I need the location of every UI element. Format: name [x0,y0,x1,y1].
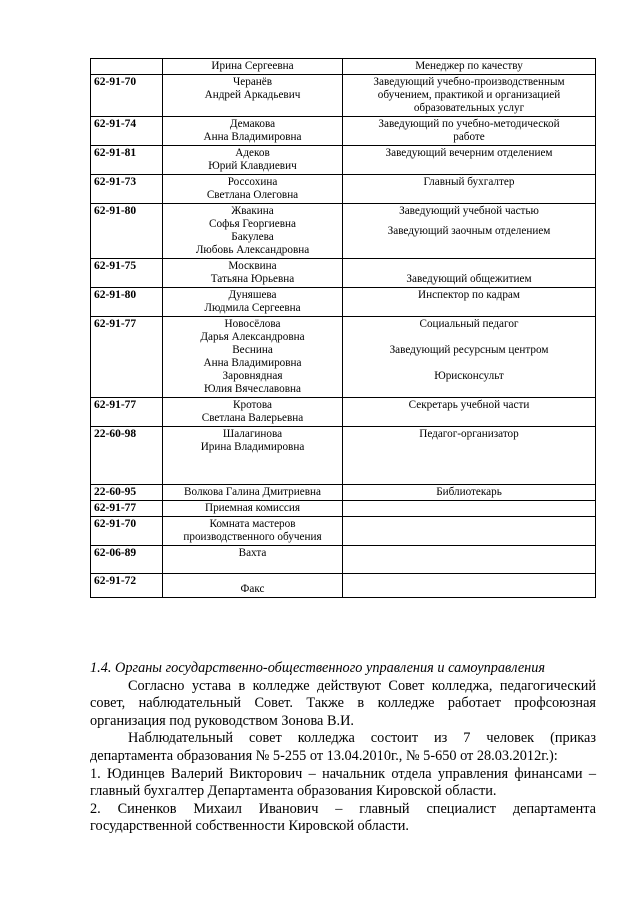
list-item: 1. Юдинцев Валерий Викторович – начальник отдела управления финансами – главный бухгалтер Департамента образования Кировской области. [90,765,596,800]
position-line: Инспектор по кадрам [418,289,520,301]
table-row [91,146,596,175]
position-cell [343,517,596,546]
name-cell [163,259,343,288]
position-cell [343,59,596,75]
name-line: Комната мастеров [209,518,296,530]
position-line: Заведующий учебно-производственным [373,76,565,88]
phone-cell: 22-60-95 [91,485,163,501]
name-line: Светлана Олеговна [206,189,299,201]
name-line: Факс [240,583,265,595]
position-line: Секретарь учебной части [408,399,530,411]
name-line: Новосёлова [224,318,281,330]
table-row [91,517,596,546]
phone-cell: 62-91-81 [91,146,163,175]
table-row [91,288,596,317]
name-line: Веснина [232,344,273,356]
name-line: Юлия Вячеславовна [204,383,301,395]
position-line: Социальный педагог [419,318,519,330]
name-line: Андрей Аркадьевич [204,89,301,101]
name-line: Анна Владимировна [203,131,302,143]
position-cell [343,485,596,501]
position-line: Заведующий ресурсным центром [389,344,549,356]
position-line: Заведующий заочным отделением [387,225,551,237]
name-cell [163,204,343,259]
name-cell [163,485,343,501]
name-line: Адеков [235,147,270,159]
position-cell [343,546,596,574]
name-line: Кротова [233,399,272,411]
position-line: образовательных услуг [413,102,525,114]
name-line: Любовь Александровна [195,244,310,256]
name-cell [163,398,343,427]
table-row [91,427,596,485]
name-line: Дуняшева [228,289,277,301]
position-line: Библиотекарь [436,486,502,498]
name-line: Заровнядная [222,370,283,382]
phone-cell [91,59,163,75]
name-line: Бакулева [231,231,274,243]
position-cell [343,574,596,598]
name-line: Волкова Галина Дмитриевна [184,486,321,498]
position-line: Заведующий по учебно-методической [378,118,560,130]
name-cell [163,59,343,75]
paragraph-supervisory-board: Наблюдательный совет колледжа состоит из 7 человек (приказ департамента образования № 5-255 от 13.04.2010г., № 5-650 от 28.03.2012г.): [90,730,596,764]
name-line: Людмила Сергеевна [204,302,301,314]
table-row [91,75,596,117]
position-cell [343,501,596,517]
name-cell [163,117,343,146]
table-row [91,317,596,398]
table-row [91,259,596,288]
phone-cell: 62-91-72 [91,574,163,598]
position-line: обучением, практикой и организацией [377,89,561,101]
name-line: Юрий Клавдиевич [208,160,297,172]
phone-cell: 62-91-73 [91,175,163,204]
name-cell [163,501,343,517]
position-line: Главный бухгалтер [423,176,515,188]
table-row [91,546,596,574]
governance-section [90,660,596,836]
name-cell [163,75,343,117]
name-line: Черанёв [232,76,273,88]
name-cell [163,574,343,598]
position-cell [343,317,596,398]
position-line: Менеджер по качеству [415,60,523,72]
table-row [91,574,596,598]
phone-cell: 62-91-70 [91,517,163,546]
name-line: Приемная комиссия [205,502,300,514]
phone-cell: 62-91-77 [91,398,163,427]
section-heading: 1.4. Органы государственно-общественного управления и самоуправления [90,660,546,676]
name-cell [163,517,343,546]
name-cell [163,288,343,317]
table-row [91,175,596,204]
position-line: Заведующий учебной частью [399,205,539,217]
name-line: Демакова [229,118,276,130]
name-line: Жвакина [231,205,274,217]
name-line: Россохина [227,176,278,188]
table-row [91,204,596,259]
table-row [91,485,596,501]
position-cell [343,146,596,175]
name-line: Москвина [228,260,277,272]
name-line: Татьяна Юрьевна [210,273,295,285]
staff-phone-table [90,58,596,598]
position-cell [343,175,596,204]
name-cell [163,175,343,204]
name-line: Светлана Валерьевна [201,412,304,424]
table-row [91,59,596,75]
position-line: Педагог-организатор [419,428,519,440]
phone-cell: 22-60-98 [91,427,163,485]
phone-cell: 62-91-77 [91,317,163,398]
name-cell [163,427,343,485]
table-row [91,398,596,427]
name-line: Софья Георгиевна [209,218,296,230]
table-row [91,117,596,146]
name-line: производственного обучения [183,531,322,543]
position-cell [343,117,596,146]
name-line: Анна Владимировна [203,357,302,369]
phone-cell: 62-91-74 [91,117,163,146]
name-line: Ирина Сергеевна [211,60,294,72]
position-cell [343,427,596,485]
phone-cell: 62-91-80 [91,204,163,259]
phone-cell: 62-91-70 [91,75,163,117]
position-cell [343,75,596,117]
phone-cell: 62-06-89 [91,546,163,574]
phone-cell: 62-91-75 [91,259,163,288]
name-cell [163,317,343,398]
position-line: Юрисконсульт [434,370,504,382]
position-cell [343,204,596,259]
position-line: Заведующий вечерним отделением [385,147,553,159]
list-item: 2. Синенков Михаил Иванович – главный специалист департамента государственной собственности Кировской области. [90,800,596,835]
paragraph-councils: Согласно устава в колледже действуют Совет колледжа, педагогический совет, наблюдательный Совет. Также в колледже работает профсоюзная организация под руководством Зонова В.И. [90,677,596,729]
name-line: Дарья Александровна [200,331,305,343]
position-cell [343,259,596,288]
phone-cell: 62-91-80 [91,288,163,317]
name-line: Ирина Владимировна [200,441,305,453]
name-cell [163,546,343,574]
table-row [91,501,596,517]
position-cell [343,398,596,427]
name-line: Шалагинова [222,428,283,440]
position-line: работе [453,131,485,143]
position-cell [343,288,596,317]
name-line: Вахта [238,547,267,559]
phone-cell: 62-91-77 [91,501,163,517]
name-cell [163,146,343,175]
position-line: Заведующий общежитием [406,273,532,285]
